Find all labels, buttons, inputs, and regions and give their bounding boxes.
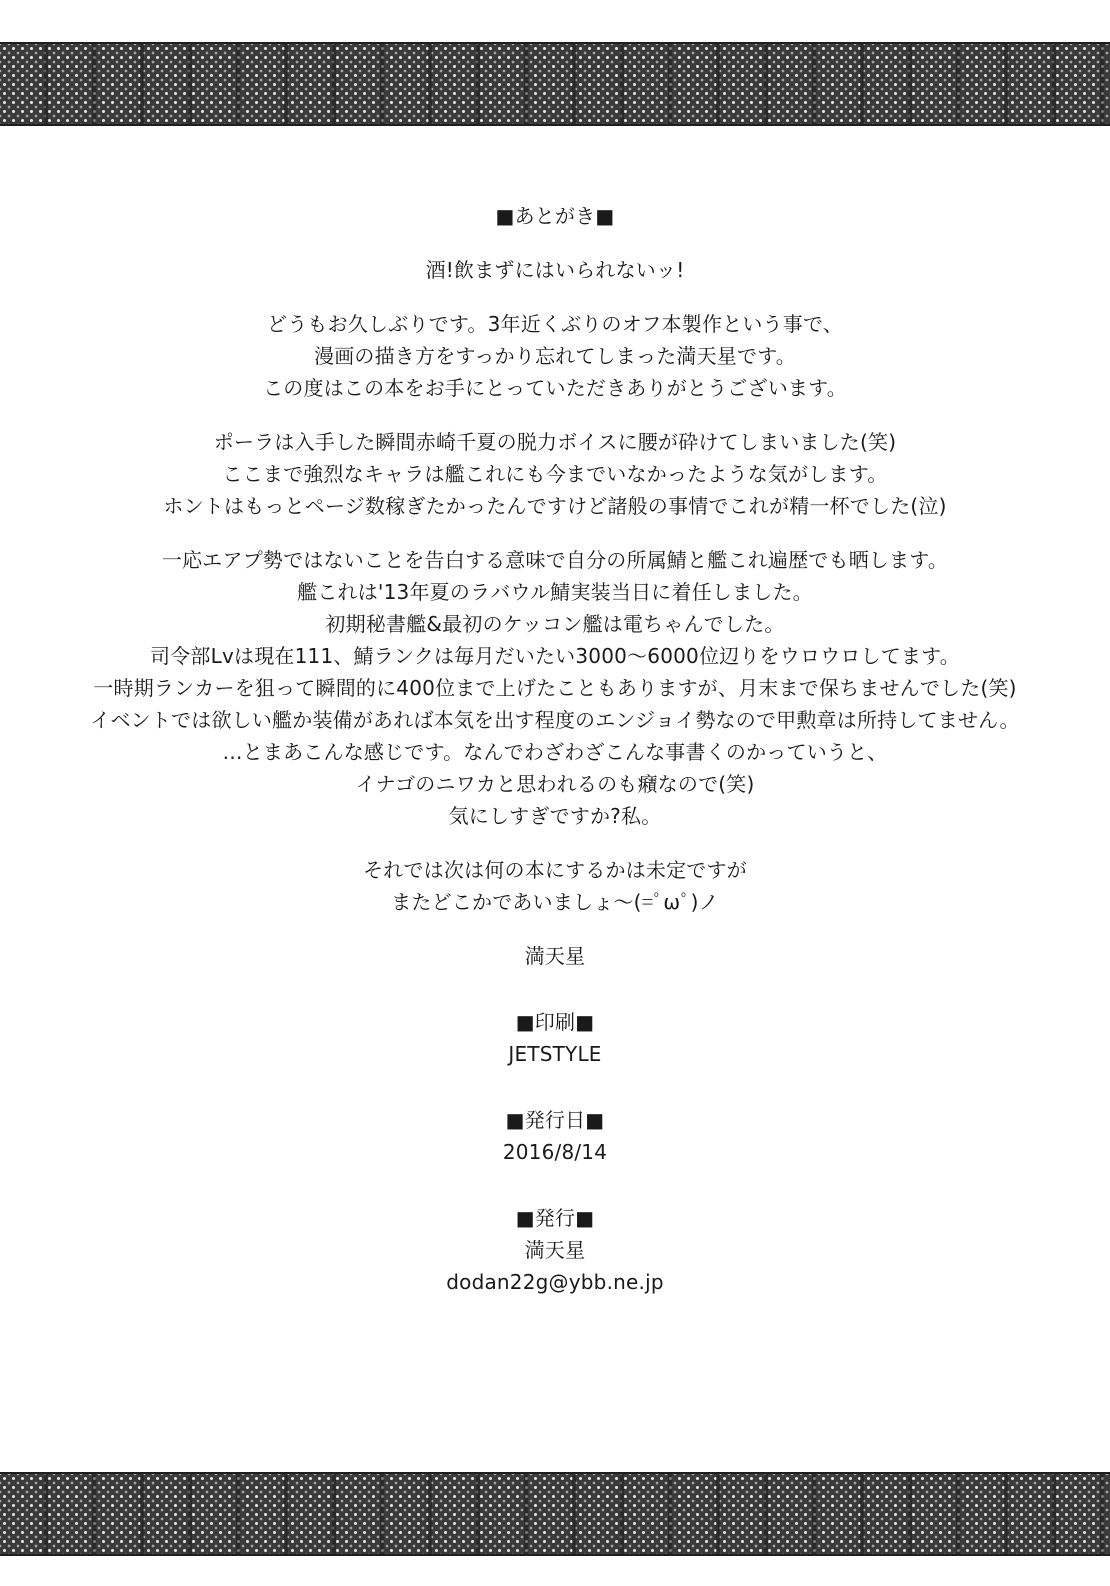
date-value: 2016/8/14 (502, 1140, 608, 1164)
date-label: ■発行日■ (505, 1108, 605, 1132)
decorative-bottom-band (0, 1472, 1110, 1556)
headline: 酒!飲まずにはいられないッ! (425, 258, 685, 282)
para3-line: イベントでは欲しい艦か装備があれば本気を出す程度のエンジョイ勢なので甲勲章は所持してません。 (90, 708, 1020, 732)
publisher-value: 満天星 (524, 1238, 586, 1262)
para3-line: 司令部Lvは現在111、鯖ランクは毎月だいたい3000～6000位辺りをウロウロしてます。 (150, 644, 960, 668)
para3-line: …とまあこんな感じです。なんでわざわざこんな事書くのかっていうと、 (222, 740, 888, 764)
afterword-title: ■あとがき■ (495, 204, 615, 228)
printing-value: JETSTYLE (508, 1042, 602, 1066)
para2-line: ホントはもっとページ数稼ぎたかったんですけど諸般の事情でこれが精一杯でした(泣) (163, 494, 947, 518)
para2-line: ここまで強烈なキャラは艦これにも今までいなかったような気がします。 (222, 462, 888, 486)
para1-line: この度はこの本をお手にとっていただきありがとうございます。 (263, 376, 847, 400)
author-signature: 満天星 (524, 944, 586, 968)
para1-line: 漫画の描き方をすっかり忘れてしまった満天星です。 (314, 344, 796, 368)
printing-label: ■印刷■ (515, 1010, 595, 1034)
afterword-body (0, 200, 1110, 1298)
para3-line: 一応エアプ勢ではないことを告白する意味で自分の所属鯖と艦これ遍歴でも晒します。 (161, 548, 949, 572)
para4-line: またどこかであいましょ～(=ﾟωﾟ)ノ (391, 890, 719, 914)
decorative-top-band (0, 42, 1110, 126)
para3-line: 初期秘書艦&最初のケッコン艦は電ちゃんでした。 (325, 612, 785, 636)
para2-line: ポーラは入手した瞬間赤崎千夏の脱力ボイスに腰が砕けてしまいました(笑) (213, 430, 897, 454)
para1-line: どうもお久しぶりです。3年近くぶりのオフ本製作という事で、 (267, 312, 843, 336)
publisher-label: ■発行■ (515, 1206, 595, 1230)
para3-line: 一時期ランカーを狙って瞬間的に400位まで上げたこともありますが、月末まで保ちませんでした(笑) (93, 676, 1017, 700)
para3-line: 気にしすぎですか?私。 (448, 804, 662, 828)
para3-line: イナゴのニワカと思われるのも癪なので(笑) (355, 772, 755, 796)
para4-line: それでは次は何の本にするかは未定ですが (363, 858, 747, 882)
contact-email: dodan22g@ybb.ne.jp (446, 1270, 664, 1294)
para3-line: 艦これは'13年夏のラバウル鯖実装当日に着任しました。 (297, 580, 813, 604)
